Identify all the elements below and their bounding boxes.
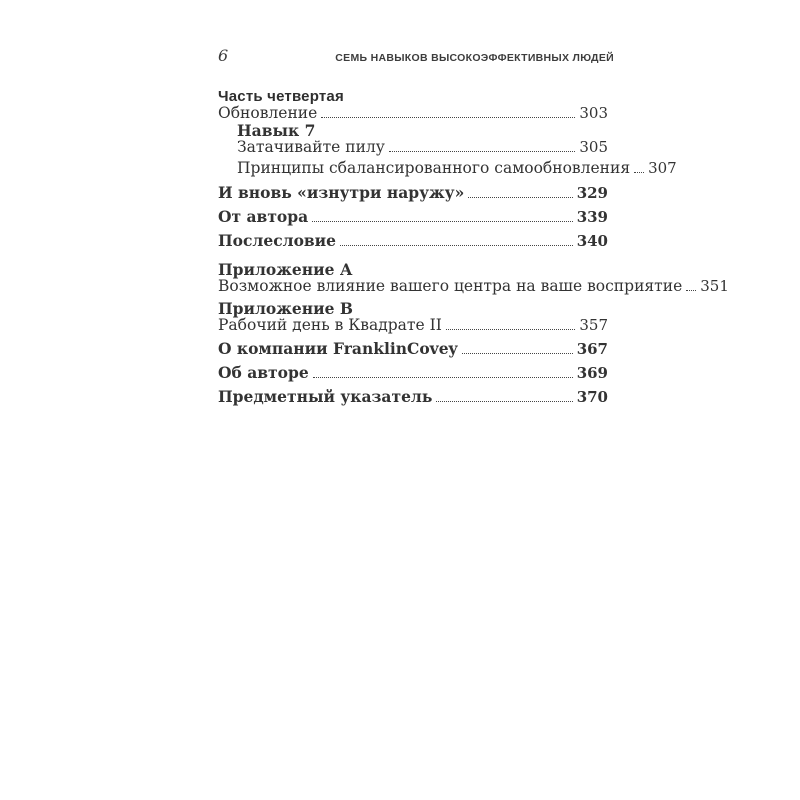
toc-dot-leader <box>634 172 644 173</box>
toc-dot-leader <box>340 245 573 246</box>
table-of-contents <box>218 88 729 406</box>
toc-part-heading <box>218 88 608 105</box>
toc-entry-page: 305 <box>579 138 608 156</box>
toc-entry-page: 351 <box>700 277 729 295</box>
toc-entry-label: И вновь «изнутри наружу» <box>218 183 465 202</box>
toc-sub-heading <box>218 122 608 139</box>
toc-dot-leader <box>462 353 573 354</box>
toc-entry-page: 339 <box>576 208 608 226</box>
toc-entry <box>218 208 608 226</box>
toc-entry-label: Затачивайте пилу <box>237 138 385 156</box>
toc-entry <box>218 340 608 358</box>
page-number: 6 <box>218 46 229 65</box>
toc-entry <box>218 184 608 202</box>
toc-entry-page: 370 <box>576 388 608 406</box>
toc-entry-page: 303 <box>579 104 608 122</box>
toc-dot-leader <box>313 377 573 378</box>
toc-sub-heading <box>218 261 608 278</box>
toc-sub-heading <box>218 300 608 317</box>
toc-dot-leader <box>468 197 572 198</box>
toc-entry-page: 369 <box>576 364 608 382</box>
toc-dot-leader <box>389 151 575 152</box>
running-title: СЕМЬ НАВЫКОВ ВЫСОКОЭФФЕКТИВНЫХ ЛЮДЕЙ <box>335 52 614 64</box>
toc-dot-leader <box>312 221 573 222</box>
toc-entry-page: 357 <box>579 316 608 334</box>
toc-entry <box>218 139 608 156</box>
toc-entry-page: 307 <box>648 159 677 177</box>
toc-dot-leader <box>446 329 576 330</box>
page-content <box>218 46 729 406</box>
toc-entry-page: 367 <box>576 340 608 358</box>
toc-heading-label: Часть четвертая <box>218 88 344 105</box>
toc-entry <box>218 277 729 295</box>
toc-entry-label: Принципы сбалансированного самообновления <box>237 159 631 177</box>
toc-entry-label: Возможное влияние вашего центра на ваше восприятие <box>218 277 683 295</box>
toc-dot-leader <box>321 117 575 118</box>
toc-entry <box>218 105 608 122</box>
toc-heading-label: Навык 7 <box>237 121 316 140</box>
toc-heading-label: Приложение А <box>218 260 353 279</box>
toc-entry-label: Рабочий день в Квадрате II <box>218 316 442 334</box>
toc-entry <box>218 364 608 382</box>
toc-entry <box>218 388 608 406</box>
toc-entry-label: О компании FranklinCovey <box>218 339 458 358</box>
toc-entry-page: 340 <box>576 232 608 250</box>
toc-entry-label: Обновление <box>218 104 318 122</box>
toc-entry-label: Об авторе <box>218 363 309 382</box>
toc-entry-page: 329 <box>576 184 608 202</box>
page-header <box>218 46 614 66</box>
toc-entry <box>218 159 677 177</box>
toc-dot-leader <box>436 401 572 402</box>
toc-entry <box>218 232 608 250</box>
toc-entry-label: Послесловие <box>218 231 337 250</box>
toc-entry <box>218 317 608 334</box>
toc-heading-label: Приложение В <box>218 299 353 318</box>
toc-entry-label: Предметный указатель <box>218 387 433 406</box>
toc-entry-label: От автора <box>218 207 309 226</box>
toc-dot-leader <box>686 290 696 291</box>
